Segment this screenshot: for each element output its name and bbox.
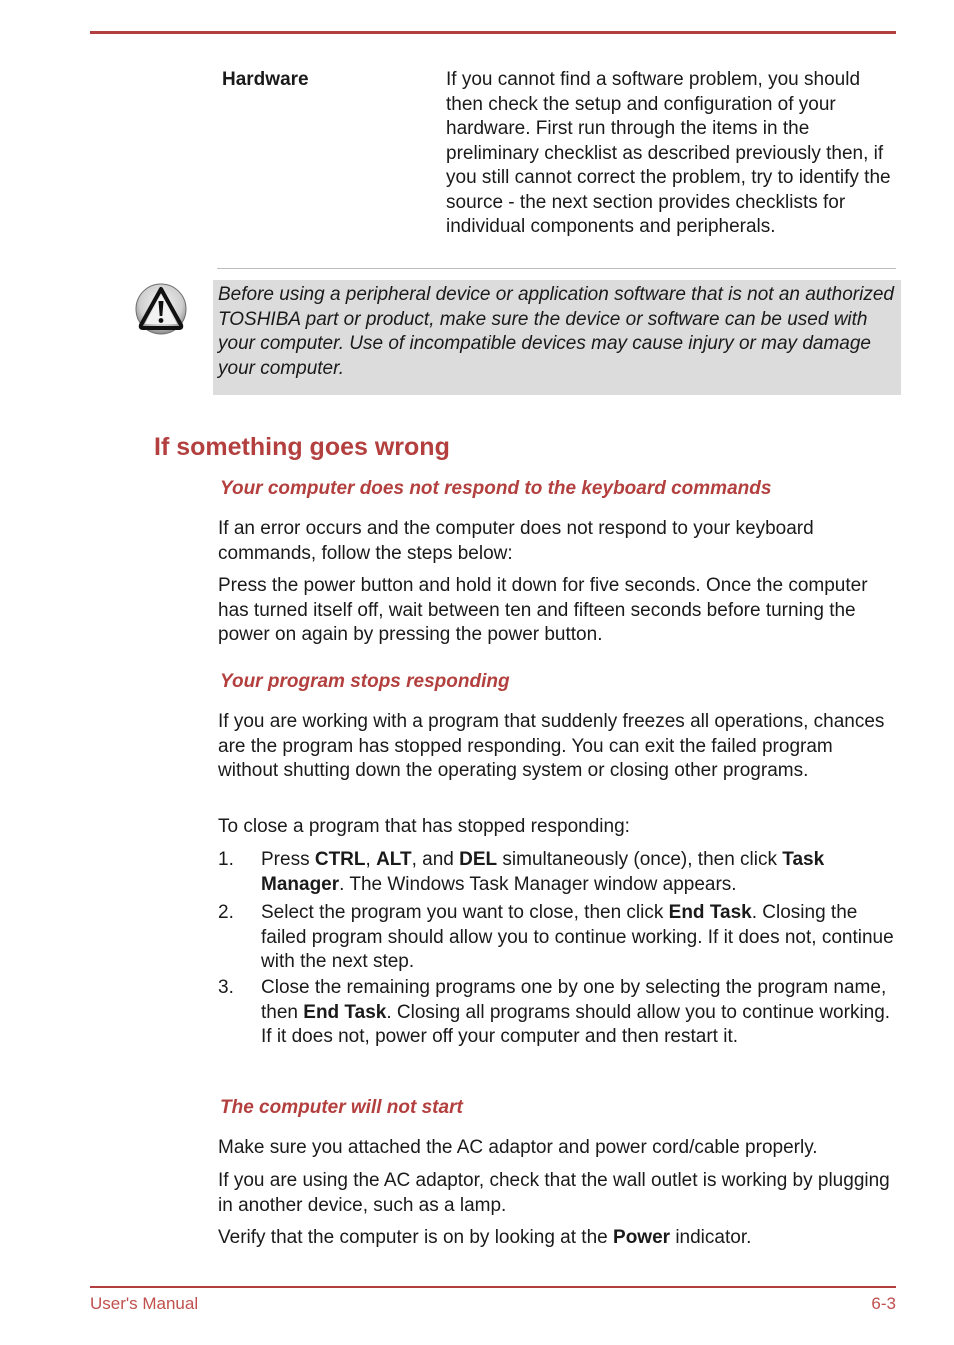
table-description-hardware: If you cannot find a software problem, you should then check the setup and configuration of your hardware. First run through the items in the preliminary checklist as described previously then, if you still cannot correct the problem, try to identify the source - the next section provides checklists for individual components and peripherals. [446,69,891,237]
header-rule [90,31,896,34]
warning-note [213,280,901,395]
footer-manual-title: User's Manual [90,1294,199,1313]
subheading-will-not-start: The computer will not start [220,1097,463,1118]
step-number: 1. [218,849,234,870]
step-3 [218,976,898,1050]
step-2 [218,901,898,975]
program-paragraph-2: To close a program that has stopped responding: [218,816,630,837]
warning-triangle-icon [134,282,188,336]
step-number: 3. [218,977,234,998]
step-number: 2. [218,902,234,923]
keyboard-paragraph-1: If an error occurs and the computer does not respond to your keyboard commands, follow the steps below: [218,518,814,564]
section-title: If something goes wrong [154,433,450,461]
program-paragraph-1: If you are working with a program that suddenly freezes all operations, chances are the program has stopped responding. You can exit the failed program without shutting down the operating system or closing other programs. [218,711,885,781]
subheading-keyboard: Your computer does not respond to the keyboard commands [220,478,772,499]
subheading-program: Your program stops responding [220,671,510,692]
nostart-paragraph-2: If you are using the AC adaptor, check that the wall outlet is working by plugging in another device, such as a lamp. [218,1170,890,1216]
keyboard-paragraph-2: Press the power button and hold it down for five seconds. Once the computer has turned itself off, wait between ten and fifteen seconds before turning the power on again by pressing the power button. [218,575,868,645]
step-text: Close the remaining programs one by one by selecting the program name, then End Task. Closing all programs should allow you to continue working. If it does not, power off your computer and then restart it. [261,977,891,1047]
table-term-hardware: Hardware [222,69,309,90]
footer-rule [90,1286,896,1288]
footer-page-number: 6-3 [871,1294,896,1313]
step-text: Select the program you want to close, then click End Task. Closing the failed program should allow you to continue working. If it does not, continue with the next step. [261,902,894,972]
warning-text: Before using a peripheral device or application software that is not an authorized TOSHIBA part or product, make sure the device or software can be used with your computer. Use of incompatible devices may cause injury or may damage your computer. [218,284,894,379]
table-divider [217,268,896,269]
nostart-paragraph-3: Verify that the computer is on by looking at the Power indicator. [218,1227,752,1248]
nostart-paragraph-1: Make sure you attached the AC adaptor and power cord/cable properly. [218,1137,818,1158]
step-text: Press CTRL, ALT, and DEL simultaneously (once), then click Task Manager. The Windows Task Manager window appears. [261,849,825,895]
step-1 [218,848,898,897]
